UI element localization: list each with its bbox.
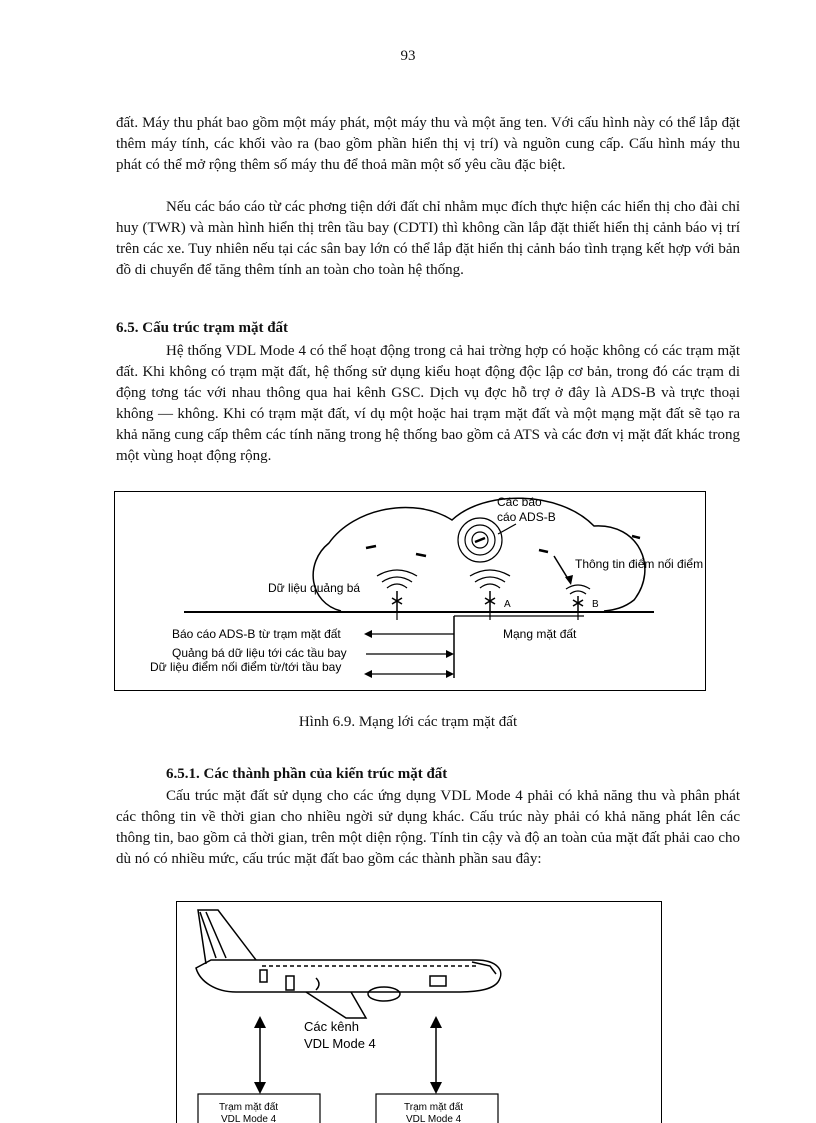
subsection-number: 6.5.1.	[166, 766, 200, 782]
station-left-line-1: Trạm mặt đất	[219, 1102, 279, 1113]
paragraph-3: Hệ thống VDL Mode 4 có thể hoạt động trong cả hai trờng hợp có hoặc không có các trạm mặt đất. Khi không có trạm mặt đất, hệ thống sử dụng kiểu hoạt động độc lập cơ bản, trong đó các trạm di động tơng tác với nhau thông qua hai kênh GSC. Dịch vụ đợc hỗ trợ ở đây là ADS-B và trực thoại không — không. Khi có trạm mặt đất, ví dụ một hoặc hai trạm mặt đất và một mạng mặt đất sẽ tạo ra khả năng cung cấp thêm các tính năng trong hệ thống bao gồm cả ATS và các đơn vị mặt đất khác trong một vùng hoạt động rộng.	[116, 343, 740, 464]
label-reports-2: cáo ADS-B	[497, 510, 556, 524]
figure-1-caption: Hình 6.9. Mạng lới các trạm mặt đất	[298, 714, 518, 730]
station-right-line-2: VDL Mode 4	[406, 1114, 462, 1123]
arrow-head-left-down	[254, 1082, 266, 1094]
station-left-line-2: VDL Mode 4	[221, 1114, 277, 1123]
station-waves-left	[377, 570, 417, 588]
label-station-a: A	[504, 599, 511, 610]
label-broadcast-to-aircraft: Quảng bá dữ liệu tới các tầu bay	[172, 646, 347, 660]
antenna-station-a	[485, 591, 495, 611]
aircraft-mark-1	[366, 546, 376, 548]
aircraft-mark-3	[539, 550, 548, 552]
label-ground-network: Mạng mặt đất	[503, 627, 577, 641]
station-right-line-1: Trạm mặt đất	[404, 1102, 464, 1113]
label-station-b: B	[592, 599, 599, 610]
broadcast-circles	[458, 518, 502, 562]
label-channels-1: Các kênh	[304, 1019, 359, 1034]
label-point-to-point: Thông tin điểm nối điểm	[575, 557, 704, 571]
antenna-station-b	[573, 596, 583, 611]
label-p2p-data: Dữ liệu điểm nối điểm từ/tới tầu bay	[150, 660, 342, 674]
page-number: 93	[400, 48, 416, 64]
section-heading-6-5-1	[166, 766, 447, 783]
subsection-title: Các thành phần của kiến trúc mặt đất	[203, 766, 448, 782]
paragraph-1: đất. Máy thu phát bao gồm một máy phát, một máy thu và một ăng ten. Với cấu hình này có thể lắp đặt thêm máy tính, các khối vào ra (bao gồm phần hiển thị vị trí) và nguồn cung cấp. Cấu hình máy thu phát có thể mở rộng thêm số máy thu để thoả mãn một số yêu cầu đặc biệt.	[116, 115, 740, 173]
aircraft-mark-4	[632, 536, 640, 538]
reports-leader-line	[498, 524, 516, 534]
label-reports-1: Các báo	[497, 495, 542, 509]
label-broadcast-data: Dữ liệu quảng bá	[268, 581, 361, 595]
figure-frame-2	[177, 902, 662, 1123]
aircraft-mark-2	[416, 554, 426, 556]
ground-architecture-diagram	[176, 898, 662, 1123]
section-title: Cấu trúc trạm mặt đất	[142, 320, 289, 336]
paragraph-4: Cấu trúc mặt đất sử dụng cho các ứng dụng VDL Mode 4 phải có khả năng thu và phân phát các thông tin về thời gian cho nhiều ngời sử dụng khác. Cấu trúc này phải có khả năng phát lên các thông tin, bao gồm cả thời gian, trên một diện rộng. Tính tin cậy và độ an toàn của mặt đất phải cao cho dù nó có nhiều mức, cấu trúc mặt đất bao gồm các thành phần sau đây:	[116, 788, 740, 867]
arrow-head-right-up	[430, 1016, 442, 1028]
paragraph-2: Nếu các báo cáo từ các phơng tiện dới đất chỉ nhằm mục đích thực hiện các hiển thị cho đài chỉ huy (TWR) và màn hình hiển thị trên tầu bay (CDTI) thì không cần lắp đặt thiết hiển thị cảnh báo vị trí trên các xe. Tuy nhiên nếu tại các sân bay lớn có thể lắp đặt hiển thị cảnh báo tình trạng kết hợp với bản đồ di chuyển để tăng thêm tính an toàn cho toàn hệ thống.	[116, 199, 740, 278]
arrow-head-left-up	[254, 1016, 266, 1028]
label-ads-from-ground: Báo cáo ADS-B từ trạm mặt đất	[172, 627, 341, 641]
aircraft-drawing	[196, 910, 501, 1018]
section-heading-6-5	[116, 320, 288, 337]
station-waves-a	[470, 570, 510, 588]
label-channels-2: VDL Mode 4	[304, 1036, 376, 1051]
station-waves-b	[566, 585, 590, 594]
antenna-station-left	[392, 591, 402, 611]
ground-network-diagram	[114, 488, 706, 692]
section-number: 6.5.	[116, 320, 139, 336]
arrow-head-right-down	[430, 1082, 442, 1094]
